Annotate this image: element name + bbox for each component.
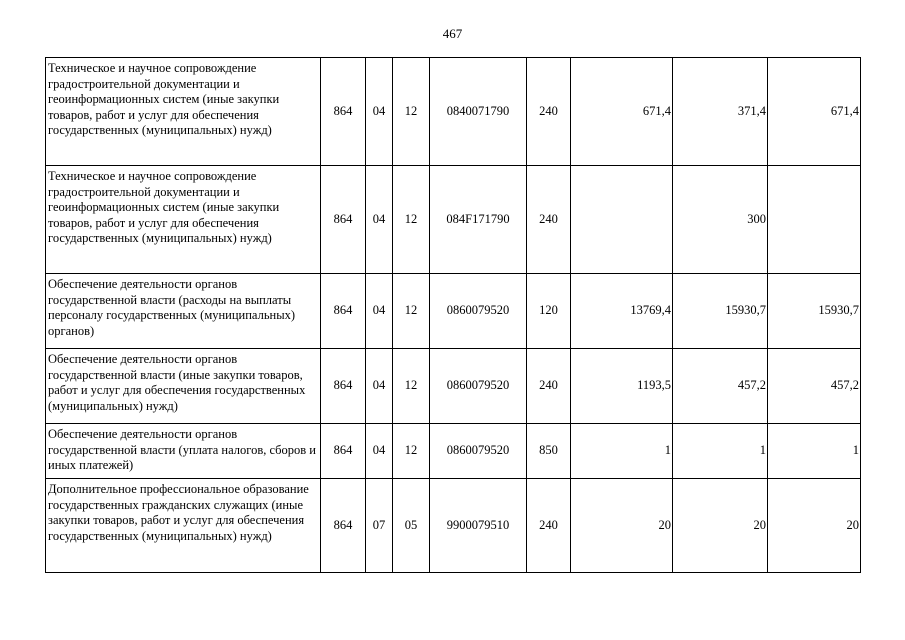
amount-3-cell: 671,4 <box>768 58 861 166</box>
ministry-code-cell: 864 <box>321 349 366 424</box>
section-code-cell: 04 <box>366 274 393 349</box>
budget-table <box>45 57 861 573</box>
description-cell: Дополнительное профессиональное образование государственных гражданских служащих (иные закупки товаров, работ и услуг для обеспечения государственных (муниципальных) нужд) <box>46 479 321 573</box>
amount-1-cell: 13769,4 <box>571 274 673 349</box>
amount-3-cell: 15930,7 <box>768 274 861 349</box>
table-row <box>46 166 861 274</box>
ministry-code-cell: 864 <box>321 274 366 349</box>
expense-type-cell: 240 <box>527 349 571 424</box>
target-article-cell: 0860079520 <box>430 349 527 424</box>
subsection-code-cell: 12 <box>393 349 430 424</box>
expense-type-cell: 240 <box>527 479 571 573</box>
target-article-cell: 0840071790 <box>430 58 527 166</box>
expense-type-cell: 240 <box>527 58 571 166</box>
amount-3-cell: 20 <box>768 479 861 573</box>
target-article-cell: 9900079510 <box>430 479 527 573</box>
ministry-code-cell: 864 <box>321 424 366 479</box>
amount-2-cell: 15930,7 <box>673 274 768 349</box>
expense-type-cell: 850 <box>527 424 571 479</box>
table-row <box>46 349 861 424</box>
subsection-code-cell: 12 <box>393 58 430 166</box>
subsection-code-cell: 12 <box>393 274 430 349</box>
expense-type-cell: 120 <box>527 274 571 349</box>
description-cell: Техническое и научное сопровождение градостроительной документации и геоинформационных систем (иные закупки товаров, работ и услуг для обеспечения государственных (муниципальных) нужд) <box>46 166 321 274</box>
expense-type-cell: 240 <box>527 166 571 274</box>
page-number: 467 <box>442 26 463 41</box>
amount-3-cell: 457,2 <box>768 349 861 424</box>
amount-2-cell: 20 <box>673 479 768 573</box>
ministry-code-cell: 864 <box>321 166 366 274</box>
ministry-code-cell: 864 <box>321 58 366 166</box>
subsection-code-cell: 12 <box>393 424 430 479</box>
table-row <box>46 58 861 166</box>
section-code-cell: 04 <box>366 58 393 166</box>
amount-2-cell: 457,2 <box>673 349 768 424</box>
amount-3-cell <box>768 166 861 274</box>
amount-1-cell: 1 <box>571 424 673 479</box>
section-code-cell: 04 <box>366 166 393 274</box>
target-article-cell: 0860079520 <box>430 424 527 479</box>
amount-1-cell: 1193,5 <box>571 349 673 424</box>
subsection-code-cell: 12 <box>393 166 430 274</box>
amount-1-cell: 671,4 <box>571 58 673 166</box>
target-article-cell: 0860079520 <box>430 274 527 349</box>
table-row <box>46 424 861 479</box>
amount-2-cell: 1 <box>673 424 768 479</box>
description-cell: Обеспечение деятельности органов государственной власти (иные закупки товаров, работ и услуг для обеспечения государственных (муниципальных) нужд) <box>46 349 321 424</box>
amount-1-cell <box>571 166 673 274</box>
description-cell: Техническое и научное сопровождение градостроительной документации и геоинформационных систем (иные закупки товаров, работ и услуг для обеспечения государственных (муниципальных) нужд) <box>46 58 321 166</box>
description-cell: Обеспечение деятельности органов государственной власти (расходы на выплаты персоналу государственных (муниципальных) органов) <box>46 274 321 349</box>
section-code-cell: 04 <box>366 349 393 424</box>
ministry-code-cell: 864 <box>321 479 366 573</box>
section-code-cell: 04 <box>366 424 393 479</box>
amount-2-cell: 300 <box>673 166 768 274</box>
description-cell: Обеспечение деятельности органов государственной власти (уплата налогов, сборов и иных платежей) <box>46 424 321 479</box>
subsection-code-cell: 05 <box>393 479 430 573</box>
table-row <box>46 274 861 349</box>
table-row <box>46 479 861 573</box>
amount-1-cell: 20 <box>571 479 673 573</box>
amount-3-cell: 1 <box>768 424 861 479</box>
amount-2-cell: 371,4 <box>673 58 768 166</box>
target-article-cell: 084F171790 <box>430 166 527 274</box>
section-code-cell: 07 <box>366 479 393 573</box>
